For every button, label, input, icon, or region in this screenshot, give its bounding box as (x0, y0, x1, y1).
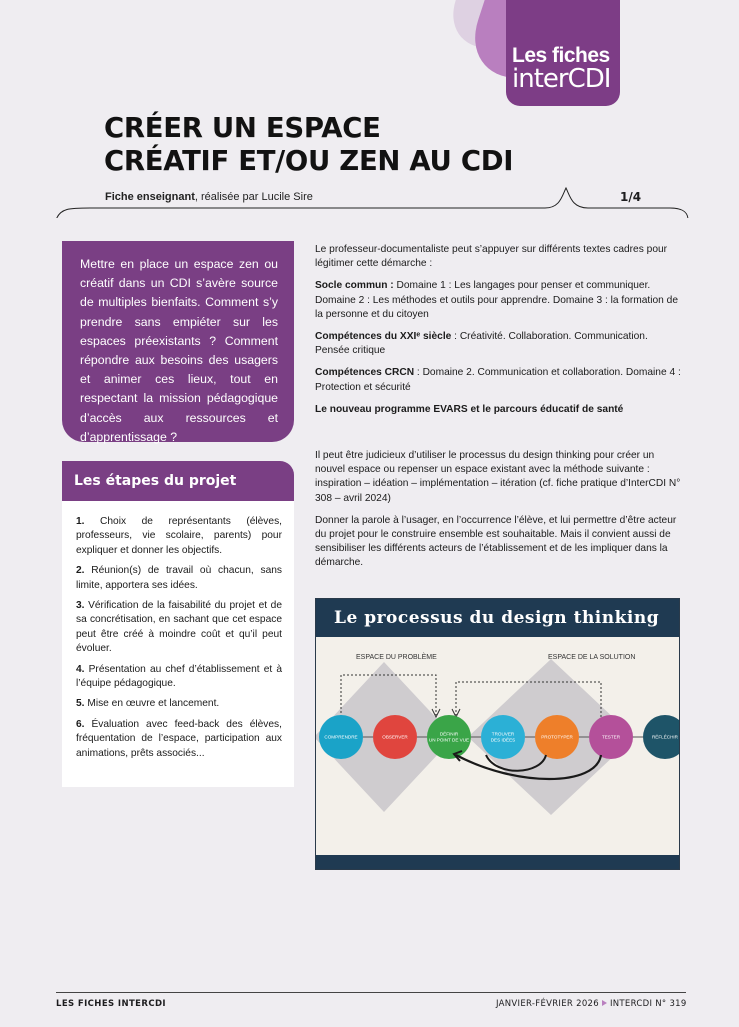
paragraph-bold: Le nouveau programme EVARS et le parcours éducatif de santé (315, 403, 624, 415)
paragraph-bold: Compétences CRCN (315, 367, 415, 379)
solution-space-label: ESPACE DE LA SOLUTION (548, 654, 636, 661)
step-number: 2. (76, 565, 85, 577)
page-number: 1/4 (620, 190, 642, 204)
paragraph: Le professeur-documentaliste peut s’appuyer sur différents textes cadres pour légitimer cette démarche : (315, 244, 668, 270)
step-text: Réunion(s) de travail où chacun, sans limite, apportera ses idées. (76, 565, 282, 591)
step-text: Présentation au chef d’établissement et à l’équipe pédagogique. (76, 663, 282, 690)
steps-heading-box (62, 461, 294, 501)
list-item (76, 697, 282, 711)
step-text: Vérification de la faisabilité du projet et de sa concrétisation, en sachant que cet espace peut être créé à moindre coût et qu’il peut évoluer. (76, 600, 282, 655)
list-item (76, 599, 282, 657)
intro-box (62, 241, 294, 442)
step-label: DÉFINIR UN POINT DE VUE (428, 731, 470, 743)
list-item (76, 515, 282, 558)
steps-list-box (62, 501, 294, 787)
list-item (76, 663, 282, 692)
logo-text-line1: Les fiches (512, 44, 610, 67)
footer-divider (56, 992, 686, 993)
steps-heading: Les étapes du projet (74, 473, 237, 489)
author-line-bold: Fiche enseignant (105, 191, 195, 203)
step-label: TROUVER DES IDÉES (490, 731, 516, 743)
list-item (76, 718, 282, 761)
paragraph (315, 403, 681, 417)
design-thinking-diagram (315, 598, 680, 870)
problem-space-label: ESPACE DU PROBLÈME (356, 654, 437, 661)
author-line-rest: , réalisée par Lucile Sire (194, 191, 313, 203)
step-text: Choix de représentants (élèves, professeurs, vie scolaire, parents) pour expliquer et donner les objectifs. (76, 516, 282, 556)
diagram-graphic (316, 637, 679, 855)
paragraph (315, 279, 681, 322)
step-text: Évaluation avec feed-back des élèves, fréquentation de l’espace, participation aux animations, prêts associés... (76, 718, 282, 759)
header-divider-curve (0, 178, 739, 218)
steps-list (76, 515, 282, 761)
step-number: 5. (76, 698, 85, 710)
page-title-line2: CRÉATIF ET/OU ZEN AU CDI (104, 145, 514, 177)
step-number: 1. (76, 516, 85, 527)
paragraph-rest: Domaine 1 : Les langages pour penser et communiquer. Domaine 2 : Les méthodes et outils pour apprendre. Domaine 3 : la formation de la personne et du citoyen (315, 280, 678, 320)
diagram-footer-band (316, 855, 679, 869)
triangle-icon (602, 1000, 607, 1006)
diagram-title: Le processus du design thinking (334, 608, 660, 628)
paragraph (315, 366, 681, 394)
paragraph: Donner la parole à l’usager, en l’occurrence l’élève, et lui permettre d’être acteur du projet pour le construire ensemble est souhaitable. Mais il convient aussi de sensibiliser les différents acteurs de l’établissement et de les impliquer dans la démarche. (315, 514, 677, 569)
intro-text: Mettre en place un espace zen ou créatif dans un CDI s’avère source de multiples bienfaits. Comment s’y prendre sans empiéter sur les espaces préexistants ? Comment répondre aux besoins des usagers et animer ces lieux, tout en respectant la mission pédagogique d’accès aux ressources et d’apprentissage ? (80, 257, 278, 444)
paragraph: Il peut être judicieux d’utiliser le processus du design thinking pour créer un nouvel espace ou repenser un espace existant avec la méthode suivante : inspiration – idéation – implémentation – itération (cf. fiche pratique d’InterCDI N° 308 – avril 2024) (315, 450, 681, 504)
paragraph-bold: Socle commun : (315, 280, 394, 292)
step-label: TESTER (601, 734, 621, 740)
diagram-header (316, 599, 679, 637)
footer-issue-number: INTERCDI N° 319 (609, 999, 687, 1009)
list-item (76, 564, 282, 593)
step-number: 4. (76, 663, 85, 675)
step-label: PROTOTYPER (541, 734, 573, 740)
page-title-line1: CRÉER UN ESPACE (104, 112, 381, 144)
step-text: Mise en œuvre et lancement. (84, 698, 220, 710)
step-label: OBSERVER (382, 734, 408, 740)
paragraph (315, 330, 681, 358)
paragraph-rest: : Domaine 2. Communication et collaboration. Domaine 4 : Protection et sécurité (315, 367, 681, 393)
footer-publication: LES FICHES INTERCDI (56, 999, 166, 1009)
logo-text-line2: interCDI (512, 64, 611, 94)
step-label: RÉFLÉCHIR (651, 734, 679, 740)
step-number: 6. (76, 718, 85, 730)
paragraph-rest: : Créativité. Collaboration. Communication. Pensée critique (315, 331, 648, 357)
step-label: COMPRENDRE (324, 734, 358, 740)
main-text-column (315, 243, 681, 579)
step-number: 3. (76, 600, 85, 612)
page-title (104, 112, 513, 178)
footer-issue (496, 999, 687, 1009)
paragraph-bold: Compétences du XXIᵉ siècle (315, 331, 452, 343)
footer-date: JANVIER-FÉVRIER 2026 (496, 999, 599, 1009)
